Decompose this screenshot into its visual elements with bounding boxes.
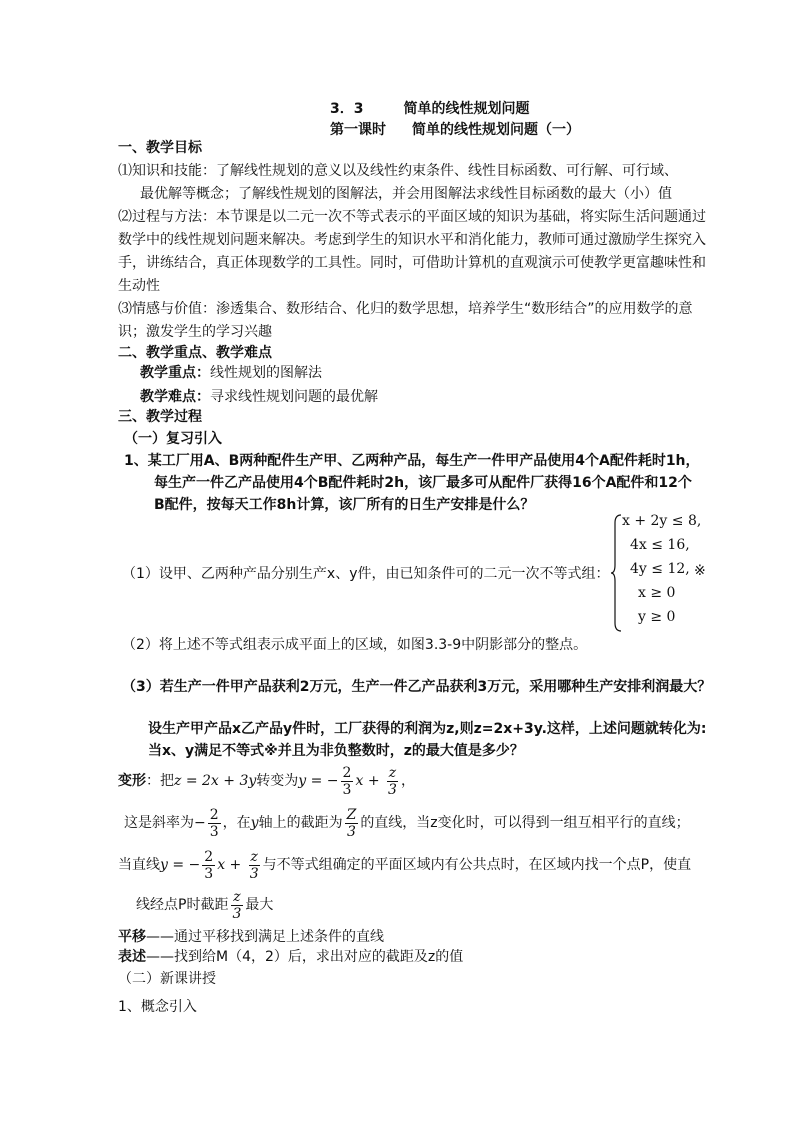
solution-line-1: 设生产甲产品x乙产品y件时，工厂获得的利润为z,则z=2x+3y.这样，上述问题就转化为: — [148, 721, 707, 737]
express-line — [118, 946, 463, 968]
transform-prefix: ：把 — [146, 773, 174, 789]
frac-den: 3 — [388, 781, 397, 798]
intercept-prefix: 线经点P时截距 — [136, 897, 229, 913]
inequality-3: 4y ≤ 12, — [630, 561, 690, 577]
inequality-1: x + 2y ≤ 8, — [622, 513, 702, 529]
left-brace-icon — [610, 513, 622, 633]
fraction-two-thirds — [208, 807, 221, 840]
transform-equation-1: z = 2x + 3y — [174, 773, 257, 789]
slope-middle-1: ，在 — [222, 815, 251, 831]
when-suffix: 与不等式组确定的平面区域内有公共点时，在区域内找一个点P，使直 — [262, 857, 692, 873]
when-equation: y = − — [160, 857, 201, 873]
translate-text: ——通过平移找到满足上述条件的直线 — [146, 929, 384, 945]
frac-num: z — [233, 888, 241, 905]
problem-1-line-3: B配件，按每天工作8h计算，该厂所有的日生产安排是什么？ — [154, 497, 535, 513]
fraction-z-thirds — [248, 849, 261, 882]
slope-middle-2: 轴上的截距为 — [258, 815, 343, 831]
title-line-2 — [330, 119, 580, 141]
step-1-text: （1）设甲、乙两种产品分别生产x、y件，由已知条件可的二元一次不等式组： — [122, 566, 610, 582]
inequality-4: x ≥ 0 — [638, 585, 676, 601]
step-2-text: （2）将上述不等式组表示成平面上的区域，如图3.3-9中阴影部分的整点。 — [122, 637, 588, 653]
step-3-text: （3）若生产一件甲产品获利2万元，生产一件乙产品获利3万元，采用哪种生产安排利润最大？ — [122, 679, 712, 695]
objective-3-line-1: ⑶情感与价值：渗透集合、数形结合、化归的数学思想，培养学生“数形结合”的应用数学的意 — [118, 301, 693, 317]
express-label: 表述 — [118, 949, 146, 965]
frac-num: z — [388, 764, 397, 781]
translate-line — [118, 926, 384, 948]
frac-den: 3 — [342, 781, 352, 798]
problem-1-line-1: 1、某工厂用A、B两种配件生产甲、乙两种产品，每生产一件甲产品使用4个A配件耗时1h， — [124, 453, 700, 469]
when-prefix: 当直线 — [118, 857, 160, 873]
frac-num: 2 — [209, 806, 219, 823]
slope-prefix: 这是斜率为− — [124, 815, 206, 831]
transform-equation-2: y = − — [298, 773, 339, 789]
section-number: 3．3 — [330, 101, 364, 117]
key-point-label: 教学重点： — [140, 365, 210, 381]
frac-num: 2 — [342, 764, 352, 781]
var-y: y — [250, 815, 259, 831]
problem-1-line-2: 每生产一件乙产品使用4个B配件耗时2h，该厂最多可从配件厂获得16个A配件和12个 — [154, 475, 692, 491]
solution-line-2: 当x、y满足不等式※并且为非负整数时，z的最大值是多少？ — [148, 743, 524, 759]
intercept-line — [136, 888, 273, 922]
frac-num: 2 — [204, 848, 214, 865]
difficulty-line — [140, 386, 378, 408]
var-x: x — [217, 857, 226, 873]
objective-1-line-1: ⑴知识和技能：了解线性规划的意义以及线性约束条件、线性目标函数、可行解、可行域、 — [118, 163, 678, 179]
fraction-z-thirds — [386, 765, 399, 798]
heading-teaching-process: 三、教学过程 — [118, 409, 202, 425]
title-line-1 — [330, 98, 529, 120]
fraction-two-thirds — [341, 765, 354, 798]
comma: ， — [400, 773, 415, 789]
objective-1-line-2: 最优解等概念；了解线性规划的图解法，并会用图解法求线性目标函数的最大（小）值 — [140, 186, 672, 202]
inequality-2: 4x ≤ 16, — [630, 537, 690, 553]
heading-new-lesson: （二）新课讲授 — [118, 971, 216, 987]
frac-den: 3 — [209, 823, 219, 840]
objective-2-line-1: ⑵过程与方法：本节课是以二元一次不等式表示的平面区域的知识为基础，将实际生活问题通过 — [118, 209, 706, 225]
transform-middle: 转变为 — [256, 773, 299, 789]
transform-label: 变形 — [118, 773, 146, 789]
frac-num: Z — [346, 806, 357, 823]
section-title: 简单的线性规划问题 — [403, 101, 530, 117]
lesson-title: 简单的线性规划问题（一） — [412, 122, 580, 138]
inequality-5: y ≥ 0 — [638, 609, 676, 625]
var-x: x — [355, 773, 364, 789]
when-line — [118, 848, 691, 882]
heading-teaching-goals: 一、教学目标 — [118, 140, 202, 156]
heading-key-points: 二、教学重点、教学难点 — [118, 345, 272, 361]
objective-2-line-4: 生动性 — [118, 278, 160, 294]
difficulty-text: 寻求线性规划问题的最优解 — [210, 389, 378, 405]
fraction-z-thirds — [230, 889, 243, 922]
fraction-Z-thirds — [345, 807, 359, 840]
heading-concept-intro: 1、概念引入 — [118, 999, 197, 1015]
plus-sign: + — [225, 857, 246, 873]
frac-den: 3 — [232, 905, 242, 922]
frac-den: 3 — [204, 865, 214, 882]
slope-line — [124, 806, 690, 840]
heading-review: （一）复习引入 — [124, 431, 222, 447]
translate-label: 平移 — [118, 929, 146, 945]
key-point-line — [140, 362, 322, 384]
objective-3-line-2: 识；激发学生的学习兴趣 — [118, 324, 272, 340]
objective-2-line-3: 手，讲练结合，真正体现数学的工具性。同时，可借助计算机的直观演示可使教学更富趣味性和 — [118, 255, 706, 271]
intercept-suffix: 最大 — [245, 897, 274, 913]
key-point-text: 线性规划的图解法 — [210, 365, 322, 381]
lesson-label: 第一课时 — [330, 122, 386, 138]
frac-den: 3 — [346, 823, 356, 840]
plus-sign: + — [363, 773, 385, 789]
fraction-two-thirds — [202, 849, 215, 882]
objective-2-line-2: 数学中的线性规划问题来解决。考虑到学生的知识水平和消化能力，教师可通过激励学生探究入 — [118, 232, 706, 248]
transform-line — [118, 764, 415, 798]
reference-mark: ※ — [694, 563, 706, 579]
slope-suffix: 的直线，当z变化时，可以得到一组互相平行的直线； — [360, 815, 690, 831]
express-text: ——找到给M（4，2）后，求出对应的截距及z的值 — [146, 949, 464, 965]
difficulty-label: 教学难点： — [140, 389, 210, 405]
frac-num: z — [250, 848, 258, 865]
frac-den: 3 — [249, 865, 259, 882]
